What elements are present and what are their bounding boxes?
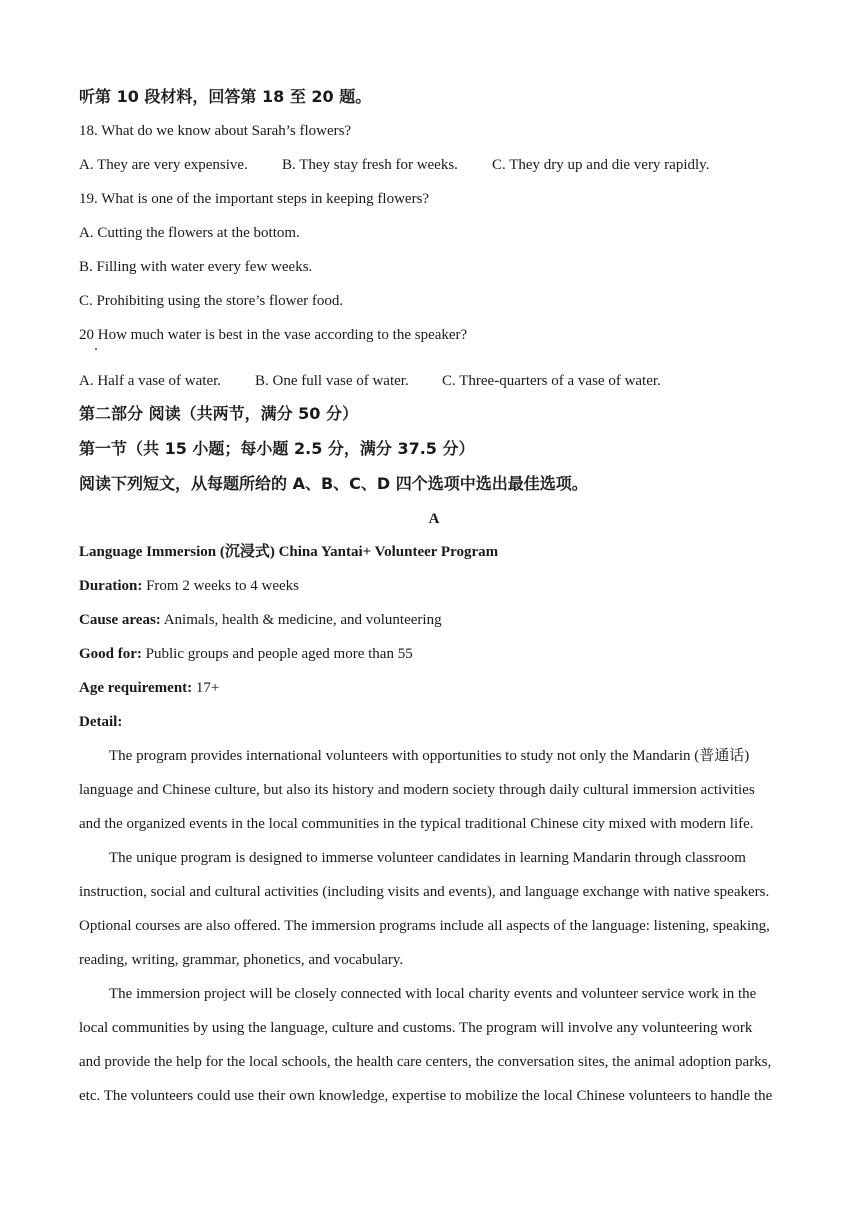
paragraph-2-line: The unique program is designed to immerse volunteer candidates in learning Mandarin through classroom: [109, 850, 746, 866]
q19-option-a: A. Cutting the flowers at the bottom.: [79, 225, 300, 241]
paragraph-3-line: local communities by using the language, culture and customs. The program will involve any volunteering work: [79, 1020, 753, 1036]
cause-row: [79, 611, 442, 629]
cause-label: Cause areas:: [79, 612, 161, 628]
q19-option-c: C. Prohibiting using the store’s flower food.: [79, 293, 344, 309]
part2-section1: 第一节（共 15 小题；每小题 2.5 分，满分 37.5 分）: [79, 439, 475, 458]
paragraph-2-line: reading, writing, grammar, phonetics, and vocabulary.: [79, 952, 404, 968]
q20-question: 20 How much water is best in the vase according to the speaker?: [79, 327, 468, 343]
q20-option-c: C. Three-quarters of a vase of water.: [442, 373, 661, 389]
passage-letter: A: [428, 511, 440, 527]
paragraph-2-line: Optional courses are also offered. The immersion programs include all aspects of the language: listening, speaking,: [79, 918, 770, 934]
good-for-value: Public groups and people aged more than 55: [141, 646, 413, 662]
paragraph-1: [79, 739, 791, 841]
section10-heading: 听第 10 段材料，回答第 18 至 20 题。: [79, 87, 372, 106]
q18-option-b: B. They stay fresh for weeks.: [282, 157, 458, 173]
duration-label: Duration:: [79, 578, 143, 594]
detail-label: Detail:: [79, 714, 123, 730]
paragraph-3-line: The immersion project will be closely connected with local charity events and volunteer service work in the: [109, 986, 757, 1002]
q20-option-a: A. Half a vase of water.: [79, 373, 222, 389]
q19-question: 19. What is one of the important steps in keeping flowers?: [79, 191, 430, 207]
part2-instruction: 阅读下列短文，从每题所给的 A、B、C、D 四个选项中选出最佳选项。: [79, 474, 588, 493]
paragraph-3: [79, 977, 791, 1113]
stray-dot: [95, 348, 97, 350]
duration-row: [79, 577, 299, 595]
q19-option-b: B. Filling with water every few weeks.: [79, 259, 313, 275]
paragraph-3-line: and provide the help for the local schools, the health care centers, the conversation sites, the animal adoption parks,: [79, 1054, 772, 1070]
paragraph-2-line: instruction, social and cultural activities (including visits and events), and language exchange with native speakers.: [79, 884, 770, 900]
paragraph-3-line: etc. The volunteers could use their own knowledge, expertise to mobilize the local Chinese volunteers to handle the: [79, 1088, 773, 1104]
age-row: [79, 679, 219, 697]
q18-option-a: A. They are very expensive.: [79, 157, 248, 173]
part2-heading: 第二部分 阅读（共两节，满分 50 分）: [79, 404, 358, 423]
q18-question: 18. What do we know about Sarah’s flowers?: [79, 123, 352, 139]
q18-option-c: C. They dry up and die very rapidly.: [492, 157, 710, 173]
age-value: 17+: [192, 680, 220, 696]
paragraph-1-line: language and Chinese culture, but also its history and modern society through daily cultural immersion activities: [79, 782, 755, 798]
good-for-label: Good for:: [79, 646, 142, 662]
paragraph-1-line: and the organized events in the local communities in the typical traditional Chinese city mixed with modern life.: [79, 816, 754, 832]
q20-option-b: B. One full vase of water.: [255, 373, 409, 389]
duration-value: From 2 weeks to 4 weeks: [142, 578, 299, 594]
paragraph-1-line: The program provides international volunteers with opportunities to study not only the Mandarin (普通话): [109, 748, 750, 764]
age-label: Age requirement:: [79, 680, 193, 696]
good-for-row: [79, 645, 413, 663]
cause-value: Animals, health & medicine, and volunteering: [160, 612, 442, 628]
passage-title: Language Immersion (沉浸式) China Yantai+ Volunteer Program: [79, 544, 499, 560]
paragraph-2: [79, 841, 791, 977]
